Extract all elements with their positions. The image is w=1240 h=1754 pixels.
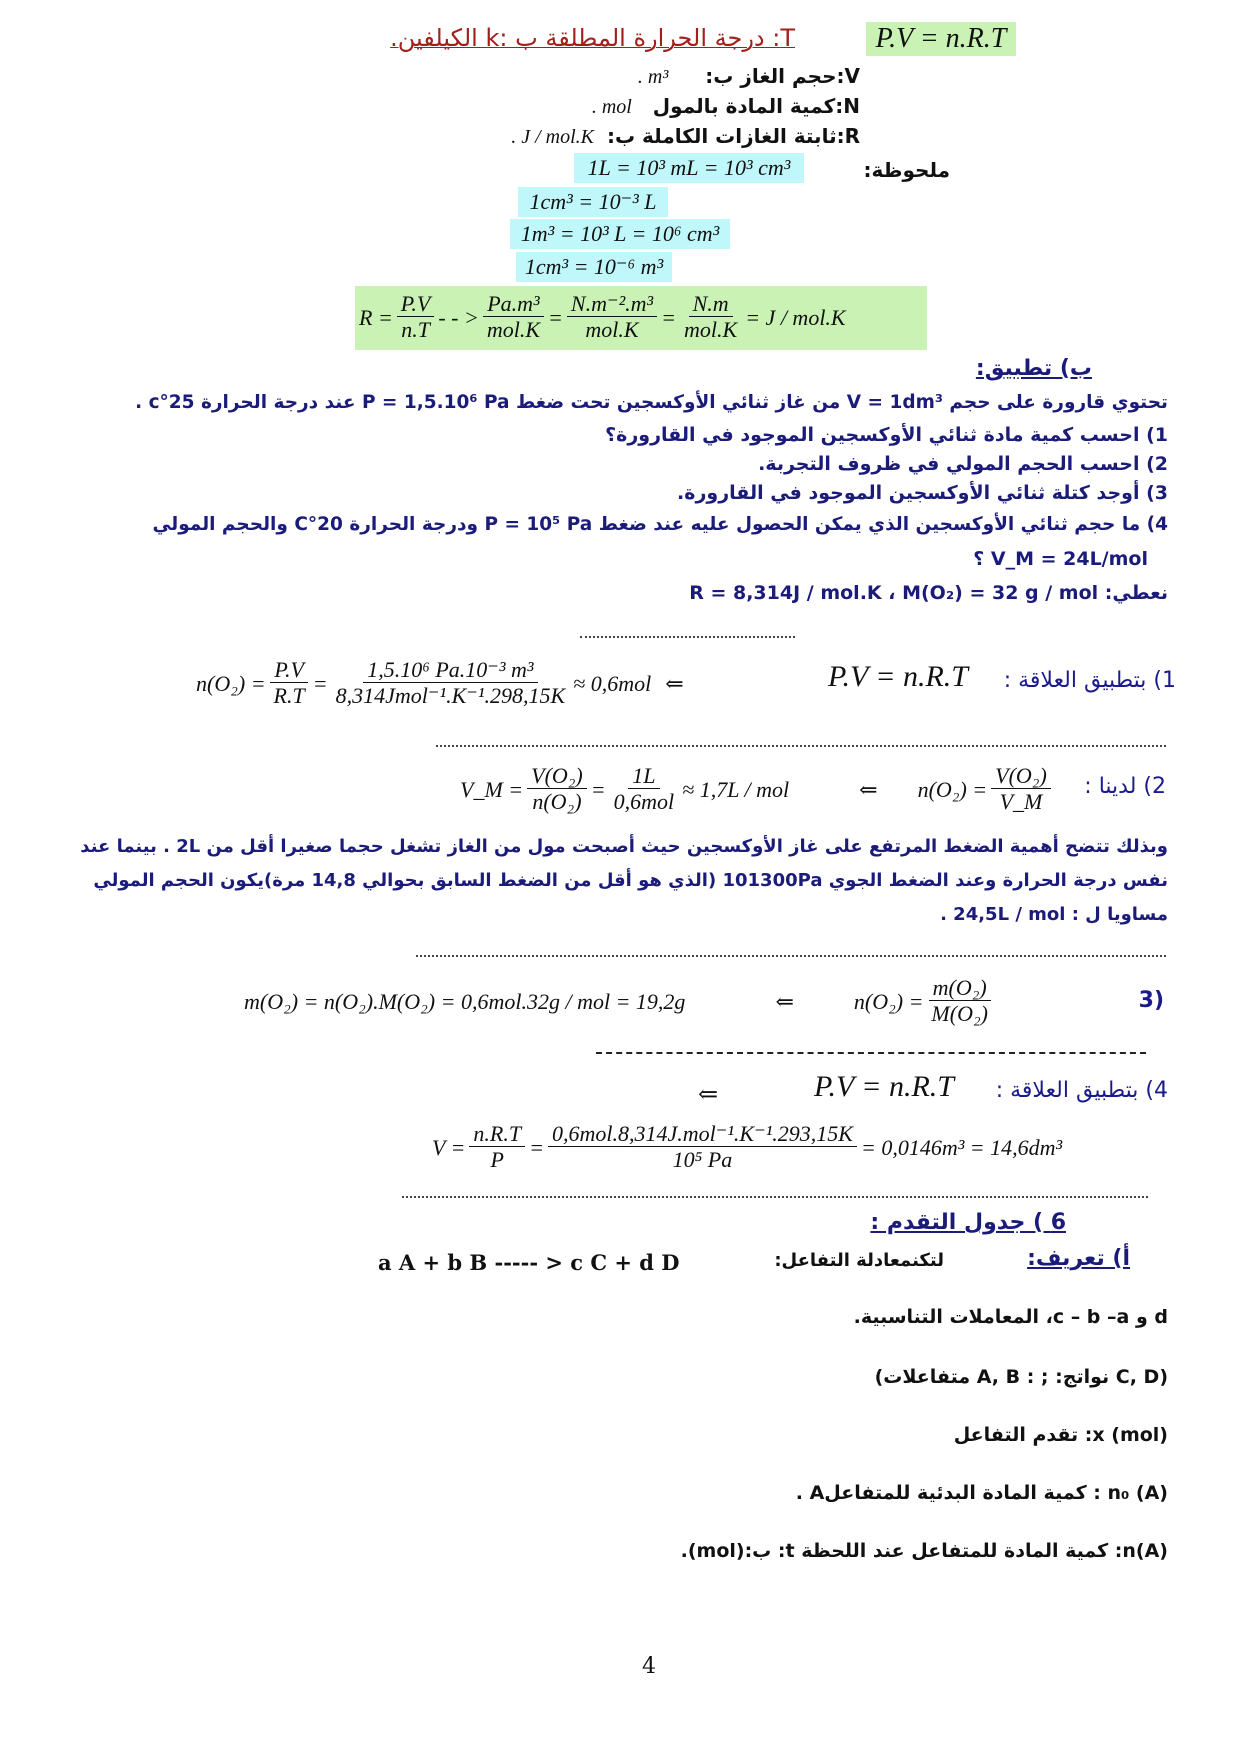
r-units-derivation: R = $\frac{P.V}{n.T}$ - - > $\frac{\text{Pa.m³}}{\text{mol.K}}$ = $\frac{\text{N.m⁻².m³}}{\text{mol.K}}$ = $\frac{N.m}{\text{mol.K}}$ = J / mol.K: [355, 286, 927, 350]
s2-result: ≈ 1,7L / mol: [682, 777, 790, 802]
s3-arrow: ⇐: [775, 989, 794, 1014]
r-arrow: - - >: [438, 305, 479, 330]
s2-rel-frac: [991, 764, 1051, 816]
s2-rel-lhs: n(O₂) =: [917, 777, 988, 802]
frac-denominator: 8,314Jmol⁻¹.K⁻¹.298,15K: [335, 683, 566, 709]
frac-denominator: R.T: [273, 683, 305, 709]
conversion-2: 1cm³ = 10⁻³ L: [518, 187, 668, 217]
frac-numerator: 0,6mol.8,314J.mol⁻¹.K⁻¹.293,15K: [548, 1122, 857, 1147]
frac-denominator: M(O₂): [931, 1001, 988, 1027]
var-unit: mol .: [591, 96, 632, 118]
var-unit: m³ .: [637, 66, 669, 88]
frac-numerator: N.m: [689, 292, 733, 317]
r-lhs: R =: [359, 305, 393, 330]
question-2: 2) احسب الحجم المولي في ظروف التجربة.: [758, 453, 1168, 475]
frac-denominator: 0,6mol: [613, 789, 675, 815]
r-result: = J / mol.K: [745, 305, 846, 330]
frac-denominator: P: [490, 1147, 504, 1173]
frac-numerator: P.V: [397, 292, 435, 317]
var-r-line: [511, 124, 860, 149]
s1-frac-2: [332, 658, 570, 710]
solution-4-calc: V = $\frac{n.R.T}{P}$ = $\frac{\text{0,6mol.8,314J.mol⁻¹.K⁻¹.293,15K}}{\text{10⁵ Pa}}$ = 0,0146m³ = 14,6dm³: [432, 1121, 1063, 1173]
application-intro: تحتوي قارورة على حجم V = 1dm³ من غاز ثنائي الأوكسجين تحت ضغط P = 1,5.10⁶ Pa عند درجة الحرارة 25°c .: [135, 392, 1168, 413]
temperature-definition: T: درجة الحرارة المطلقة ب :k الكيلفين.: [390, 24, 795, 52]
s4-lhs: V =: [432, 1135, 466, 1160]
s2-comment-2: نفس درجة الحرارة وعند الضغط الجوي 101300Pa (الذي هو أقل من الضغط السابق بحوالي 14,8 مرة)يكون الحجم المولي: [93, 870, 1168, 891]
note-label: ملحوظة:: [863, 158, 950, 182]
var-unit: J / mol.K .: [511, 126, 594, 148]
s1-lhs: n(O₂) =: [196, 671, 266, 696]
var-symbol: R: [844, 124, 860, 148]
s2-label: 2) لدينا :: [1084, 774, 1166, 799]
frac-numerator: Pa.m³: [483, 292, 543, 317]
s2-arrow: ⇐: [859, 777, 878, 802]
var-v-line: [638, 64, 860, 89]
item-initial-amount: n₀ (A) : كمية المادة البدئية للمتفاعلA .: [795, 1482, 1168, 1504]
s4-frac-2: [548, 1122, 857, 1174]
s3-rel-frac: [927, 976, 992, 1028]
s4-result: = 0,0146m³ = 14,6dm³: [860, 1135, 1063, 1160]
s2-frac-1: [527, 764, 587, 816]
frac-numerator: V(O₂): [991, 764, 1051, 789]
question-4-molar-volume: V_M = 24L/mol ؟: [973, 548, 1148, 570]
item-amount-at-t: n(A): كمية المادة للمتفاعل عند اللحظة t: ب:(mol).: [680, 1540, 1168, 1562]
var-symbol: N: [843, 94, 860, 118]
s4-formula: P.V = n.R.T: [814, 1070, 954, 1103]
separator: [580, 636, 795, 638]
conversion-1: 1L = 10³ mL = 10³ cm³: [574, 153, 804, 183]
conversion-3: 1m³ = 10³ L = 10⁶ cm³: [510, 219, 730, 249]
frac-denominator: mol.K: [684, 317, 738, 343]
ideal-gas-formula: P.V = n.R.T: [866, 22, 1016, 56]
question-4: 4) ما حجم ثنائي الأوكسجين الذي يمكن الحصول عليه عند ضغط P = 10⁵ Pa ودرجة الحرارة 20°C والحجم المولي: [152, 514, 1168, 535]
s3-rel-lhs: n(O₂) =: [853, 989, 924, 1014]
s4-arrow: ⇐: [698, 1080, 719, 1108]
s2-frac-2: [610, 764, 679, 816]
conversion-4: 1cm³ = 10⁻⁶ m³: [516, 252, 672, 282]
var-desc: :ثابتة الغازات الكاملة ب:: [606, 124, 845, 148]
frac-numerator: 1L: [628, 764, 659, 789]
page-number: 4: [642, 1654, 656, 1679]
var-desc: :حجم الغاز ب:: [705, 64, 845, 88]
frac-numerator: V(O₂): [527, 764, 587, 789]
s3-label: (3: [1138, 988, 1164, 1013]
s2-lhs: V_M =: [460, 777, 524, 802]
item-reactants-products: (C, D نواتج: ; : A, B متفاعلات): [874, 1366, 1168, 1388]
separator: [596, 1052, 1146, 1054]
frac-numerator: P.V: [270, 658, 308, 683]
question-1: 1) احسب كمية مادة ثنائي الأوكسجين الموجود في القارورة؟: [605, 424, 1168, 446]
separator: [402, 1196, 1148, 1198]
var-n-line: [592, 94, 860, 119]
s1-label: 1) بتطبيق العلاقة :: [1003, 668, 1176, 693]
s3-calc: m(O₂) = n(O₂).M(O₂) = 0,6mol.32g / mol = 19,2g: [244, 989, 686, 1014]
r-frac-4: [680, 292, 741, 344]
reaction-equation: a A + b B ----- > c C + d D: [378, 1250, 680, 1275]
solution-1: 1) بتطبيق العلاقة : P.V = n.R.T n(O₂) = $\frac{P.V}{R.T}$ = $\frac{\text{1,5.10⁶ Pa.10⁻³ m³}}{\text{8,314Jmol⁻¹.K⁻¹.298,15K}}$ ≈ 0,6mol ⇐: [196, 657, 1176, 709]
frac-denominator: mol.K: [486, 317, 541, 343]
frac-denominator: 10⁵ Pa: [672, 1147, 733, 1173]
var-symbol: V: [844, 64, 860, 88]
r-frac-1: [397, 292, 435, 344]
frac-denominator: mol.K: [585, 317, 639, 343]
s2-comment-1: وبذلك تتضح أهمية الضغط المرتفع على غاز الأوكسجين حيث أصبحت مول من الغاز تشغل حجما صغيرا أقل من 2L . بينما عند: [80, 836, 1168, 857]
s4-frac-1: [469, 1122, 525, 1174]
r-frac-2: [483, 292, 544, 344]
frac-numerator: 1,5.10⁶ Pa.10⁻³ m³: [363, 658, 537, 683]
given-data: نعطي: R = 8,314J / mol.K ، M(O₂) = 32 g / mol: [689, 582, 1168, 604]
s1-result: ≈ 0,6mol: [573, 671, 652, 696]
progress-table-title: 6 ) جدول التقدم :: [870, 1210, 1066, 1235]
frac-numerator: m(O₂): [929, 976, 991, 1001]
s1-arrow: ⇐: [665, 671, 684, 696]
separator: [416, 955, 1166, 957]
separator: [436, 745, 1166, 747]
frac-numerator: n.R.T: [469, 1122, 525, 1147]
s4-label: 4) بتطبيق العلاقة :: [995, 1078, 1168, 1103]
equation-label: لتكنمعادلة التفاعل:: [774, 1250, 944, 1271]
var-desc: :كمية المادة بالمول: [652, 94, 844, 118]
frac-denominator: V_M: [999, 789, 1043, 815]
item-advancement: x (mol): تقدم التفاعل: [953, 1424, 1168, 1446]
frac-numerator: N.m⁻².m³: [567, 292, 657, 317]
definition-label: أ) تعريف:: [1027, 1246, 1130, 1271]
s2-comment-3: مساويا ل : 24,5L / mol .: [940, 904, 1168, 925]
solution-2: 2) لدينا : V_M = $\frac{\text{V(O₂)}}{\text{n(O₂)}}$ = $\frac{1L}{\text{0,6mol}}$ ≈ 1,7L / mol ⇐ n(O₂) = $\frac{\text{V(O₂)}}{V\_M}$: [460, 763, 1166, 815]
r-frac-3: [567, 292, 657, 344]
frac-denominator: n(O₂): [532, 789, 582, 815]
item-coefficients: d و c – b –a، المعاملات التناسبية.: [853, 1306, 1168, 1328]
s1-frac-1: [270, 658, 309, 710]
frac-denominator: n.T: [401, 317, 430, 343]
solution-3: [244, 964, 1164, 1040]
question-3: 3) أوجد كتلة ثنائي الأوكسجين الموجود في القارورة.: [677, 482, 1168, 504]
s1-formula: P.V = n.R.T: [828, 660, 968, 693]
application-title: ب) تطبيق:: [975, 356, 1092, 381]
